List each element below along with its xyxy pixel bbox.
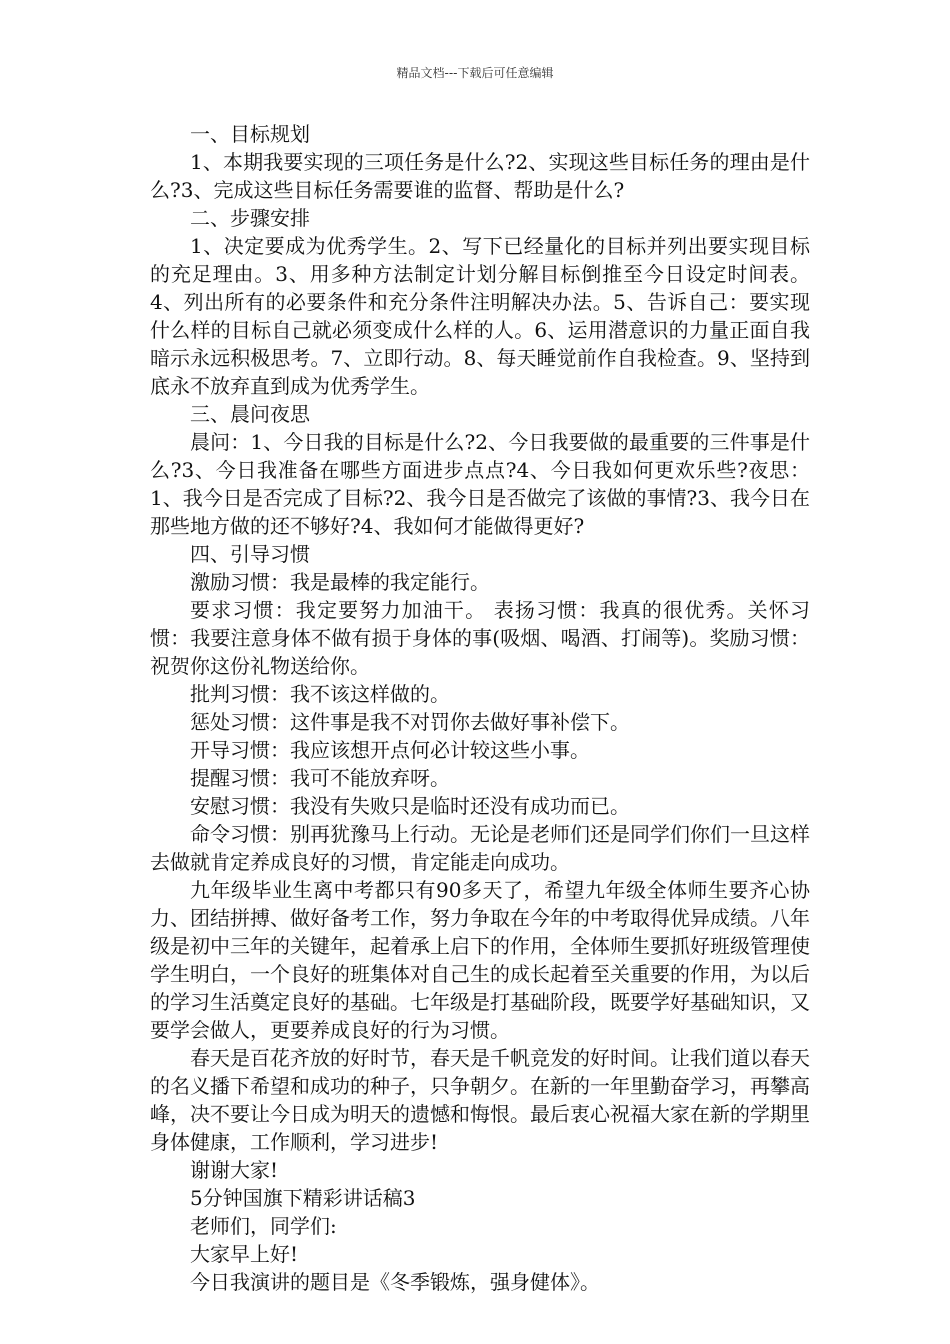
speech-topic: 今日我演讲的题目是《冬季锻炼，强身健体》。 xyxy=(190,1270,600,1294)
heading-morning-evening: 三、晨问夜思 xyxy=(190,402,310,426)
habit-comfort: 安慰习惯：我没有失败只是临时还没有成功而已。 xyxy=(190,794,630,818)
heading-step-arrangement: 二、步骤安排 xyxy=(190,206,310,230)
paragraph-grades: 九年级毕业生离中考都只有90多天了，希望九年级全体师生要齐心协力、团结拼搏、做好备考工作，努力争取在今年的中考取得优异成绩。八年级是初中三年的关键年，起着承上启下的作用，全体师生要抓好班级管理使学生明白，一个良好的班集体对自己生的成长起着至关重要的作用，为以后的学习生活奠定良好的基础。七年级是打基础阶段，既要学好基础知识，又要学会做人，更要养成良好的行为习惯。 xyxy=(150,878,810,1042)
paragraph-spring: 春天是百花齐放的好时节，春天是千帆竞发的好时间。让我们道以春天的名义播下希望和成功的种子，只争朝夕。在新的一年里勤奋学习，再攀高峰，决不要让今日成为明天的遗憾和悔恨。最后衷心祝福大家在新的学期里身体健康，工作顺利，学习进步! xyxy=(150,1046,810,1154)
paragraph-steps: 1、决定要成为优秀学生。2、写下已经量化的目标并列出要实现目标的充足理由。3、用多种方法制定计划分解目标倒推至今日设定时间表。4、列出所有的必要条件和充分条件注明解决办法。5、告诉自己：要实现什么样的目标自己就必须变成什么样的人。6、运用潜意识的力量正面自我暗示永远积极思考。7、立即行动。8、每天睡觉前作自我检查。9、坚持到底永不放弃直到成为优秀学生。 xyxy=(150,234,810,398)
heading-guide-habits: 四、引导习惯 xyxy=(190,542,310,566)
habit-criticism: 批判习惯：我不该这样做的。 xyxy=(190,682,450,706)
habit-reminder: 提醒习惯：我可不能放弃呀。 xyxy=(190,766,450,790)
page-header: 精品文档---下载后可任意编辑 xyxy=(396,66,554,80)
heading-goal-planning: 一、目标规划 xyxy=(190,122,310,146)
greeting-morning: 大家早上好! xyxy=(190,1242,299,1266)
habit-enlighten: 开导习惯：我应该想开点何必计较这些小事。 xyxy=(190,738,590,762)
habit-command: 命令习惯：别再犹豫马上行动。无论是老师们还是同学们你们一旦这样去做就肯定养成良好的习惯，肯定能走向成功。 xyxy=(150,822,810,874)
speech-title: 5分钟国旗下精彩讲话稿3 xyxy=(190,1186,416,1210)
habit-punishment: 惩处习惯：这件事是我不对罚你去做好事补偿下。 xyxy=(190,710,630,734)
greeting-audience: 老师们，同学们: xyxy=(190,1214,337,1238)
paragraph-goal-questions: 1、本期我要实现的三项任务是什么?2、实现这些目标任务的理由是什么?3、完成这些目标任务需要谁的监督、帮助是什么? xyxy=(150,150,810,202)
document-body xyxy=(150,120,810,1296)
paragraph-thanks: 谢谢大家! xyxy=(190,1158,279,1182)
paragraph-morning-evening: 晨问：1、今日我的目标是什么?2、今日我要做的最重要的三件事是什么?3、今日我准备在哪些方面进步点点?4、今日我如何更欢乐些?夜思：1、我今日是否完成了目标?2、我今日是否做完了该做的事情?3、我今日在那些地方做的还不够好?4、我如何才能做得更好? xyxy=(150,430,810,538)
habit-motivation: 激励习惯：我是最棒的我定能行。 xyxy=(190,570,490,594)
habit-requirement: 要求习惯：我定要努力加油干。 表扬习惯：我真的很优秀。关怀习惯：我要注意身体不做有损于身体的事(吸烟、喝酒、打闹等)。奖励习惯：祝贺你这份礼物送给你。 xyxy=(150,598,810,678)
